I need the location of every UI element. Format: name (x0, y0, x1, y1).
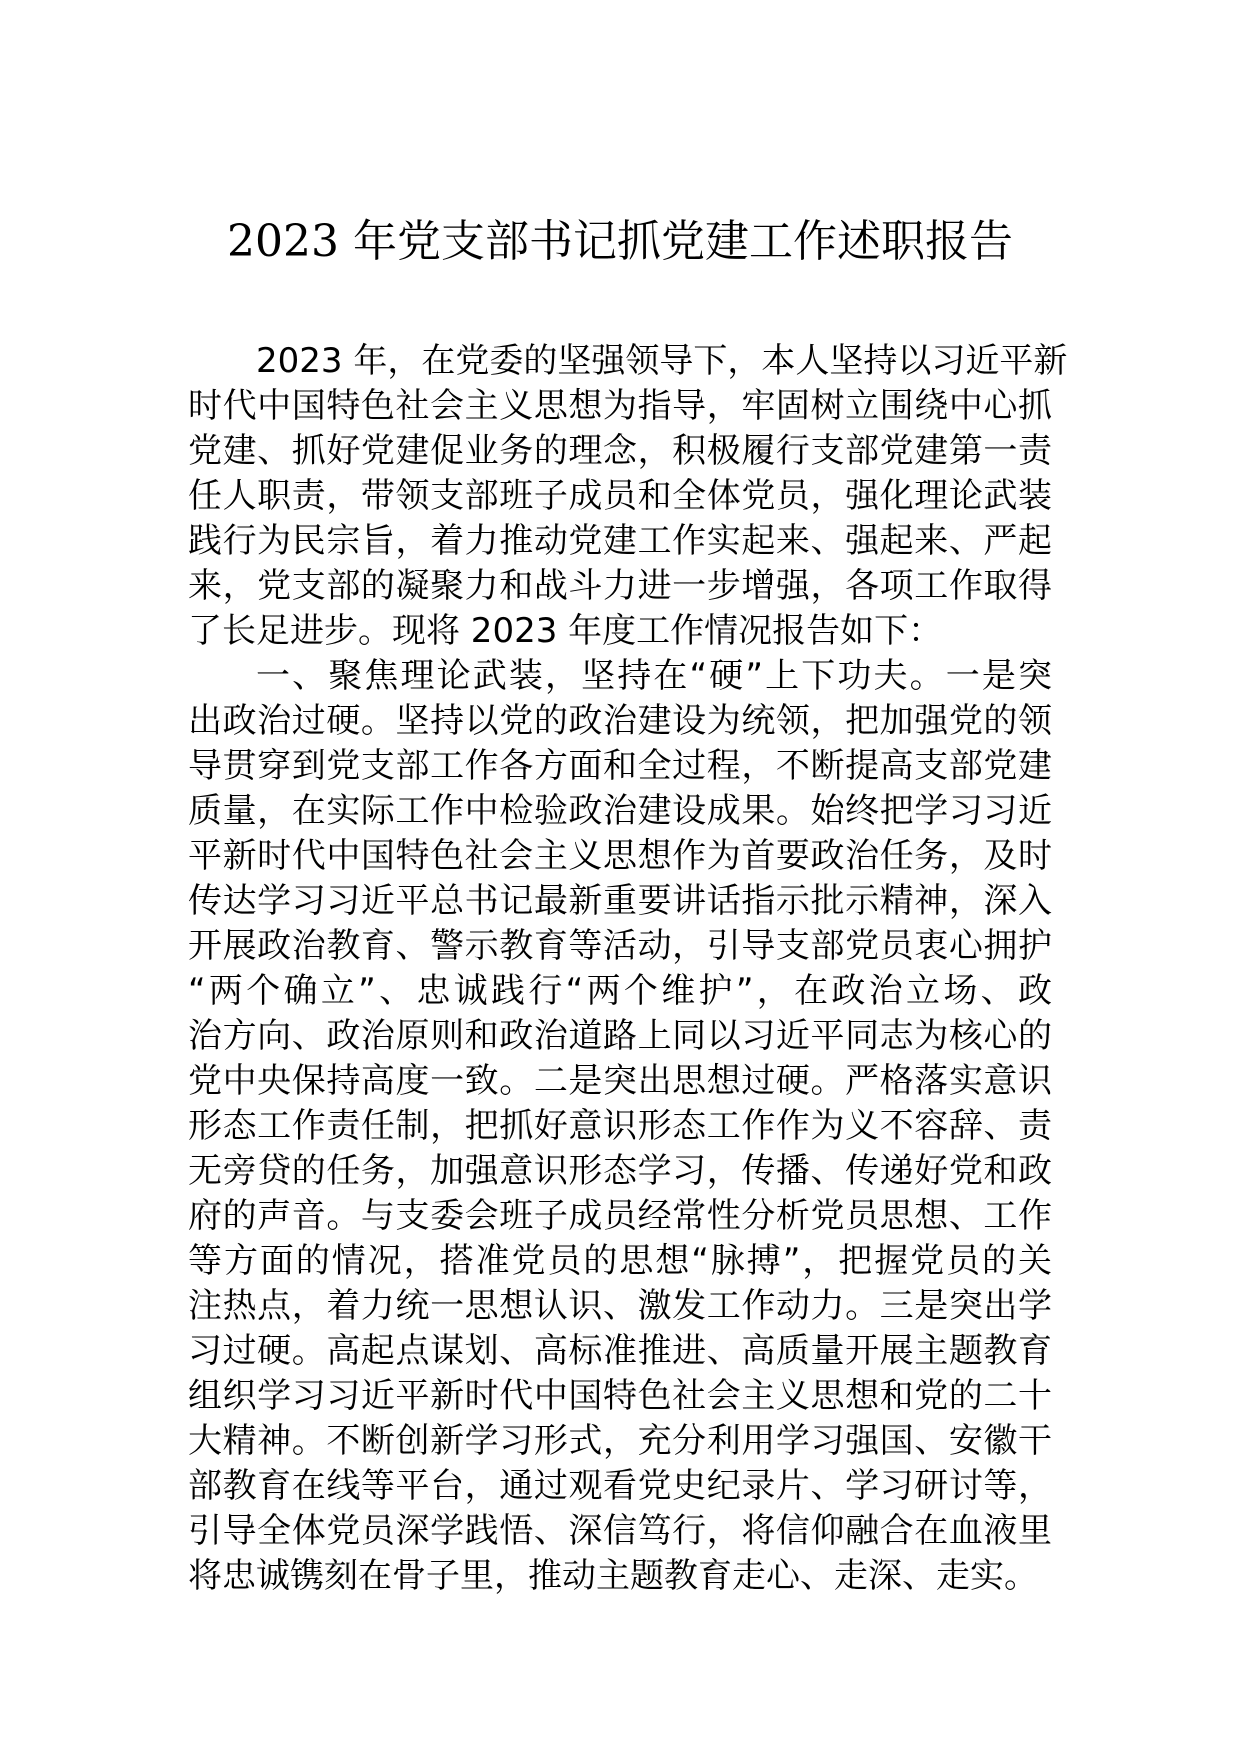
text-line: 践行为民宗旨，着力推动党建工作实起来、强起来、严起 (188, 521, 1052, 561)
text-line: 了长足进步。现将 2023 年度工作情况报告如下： (188, 611, 943, 651)
text-line: 出政治过硬。坚持以党的政治建设为统领，把加强党的领 (188, 701, 1052, 741)
text-line: 党中央保持高度一致。二是突出思想过硬。严格落实意识 (188, 1061, 1052, 1101)
text-line: 治方向、政治原则和政治道路上同以习近平同志为核心的 (188, 1016, 1052, 1056)
text-line: 部教育在线等平台，通过观看党史纪录片、学习研讨等， (188, 1466, 1052, 1506)
text-line: 传达学习习近平总书记最新重要讲话指示批示精神，深入 (188, 881, 1052, 921)
text-line: “两个确立”、忠诚践行“两个维护”，在政治立场、政 (188, 971, 1052, 1011)
text-line: 来，党支部的凝聚力和战斗力进一步增强，各项工作取得 (188, 566, 1052, 606)
text-line: 注热点，着力统一思想认识、激发工作动力。三是突出学 (188, 1286, 1052, 1326)
paragraph-intro (188, 339, 1068, 654)
text-line: 质量，在实际工作中检验政治建设成果。始终把学习习近 (188, 791, 1052, 831)
text-line: 时代中国特色社会主义思想为指导，牢固树立围绕中心抓 (188, 386, 1052, 426)
text-line: 形态工作责任制，把抓好意识形态工作作为义不容辞、责 (188, 1106, 1052, 1146)
text-line: 引导全体党员深学践悟、深信笃行，将信仰融合在血液里 (188, 1511, 1052, 1551)
text-line: 大精神。不断创新学习形式，充分利用学习强国、安徽干 (188, 1421, 1052, 1461)
text-line: 平新时代中国特色社会主义思想作为首要政治任务，及时 (188, 836, 1052, 876)
text-line: 习过硬。高起点谋划、高标准推进、高质量开展主题教育 (188, 1331, 1052, 1371)
text-line: 府的声音。与支委会班子成员经常性分析党员思想、工作 (188, 1196, 1052, 1236)
text-line: 无旁贷的任务，加强意识形态学习，传播、传递好党和政 (188, 1151, 1052, 1191)
text-line: 党建、抓好党建促业务的理念，积极履行支部党建第一责 (188, 431, 1052, 471)
paragraph-section-1 (188, 654, 1052, 1599)
text-line: 组织学习习近平新时代中国特色社会主义思想和党的二十 (188, 1376, 1052, 1416)
text-line: 一、聚焦理论武装，坚持在“硬”上下功夫。一是突 (256, 656, 1052, 696)
text-line: 将忠诚镌刻在骨子里，推动主题教育走心、走深、走实。 (188, 1556, 1038, 1596)
text-line: 开展政治教育、警示教育等活动，引导支部党员衷心拥护 (188, 926, 1052, 966)
text-line: 等方面的情况，搭准党员的思想“脉搏”，把握党员的关 (188, 1241, 1052, 1281)
document-body (188, 339, 1068, 1599)
text-line: 任人职责，带领支部班子成员和全体党员，强化理论武装 (188, 476, 1052, 516)
text-line: 导贯穿到党支部工作各方面和全过程，不断提高支部党建 (188, 746, 1052, 786)
document-title: 2023 年党支部书记抓党建工作述职报告 (227, 216, 1013, 267)
text-line: 2023 年，在党委的坚强领导下，本人坚持以习近平新 (256, 341, 1068, 381)
